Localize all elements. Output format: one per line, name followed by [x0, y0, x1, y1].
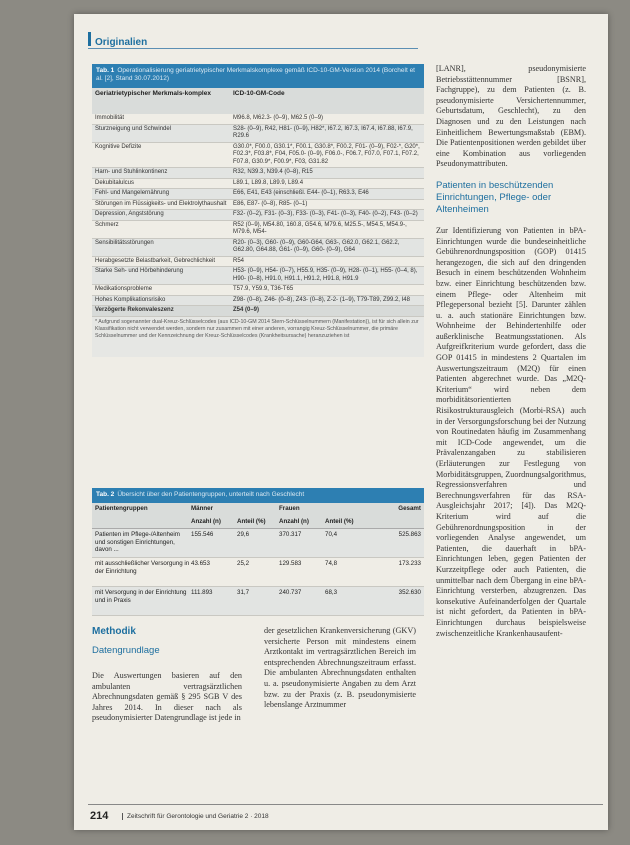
- middle-paragraph: der gesetzlichen Krankenversicherung (GKV) versicherte Person mit mindestens einem Arztkontakt im vertragsärztlichen Bereich im entsprechenden Abrechnungszeitraum erfasst. Die ambulanten Abrechnungsdaten enthalten u. a. pseudonymisierte Angaben zu dem Arzt bzw. zu der Praxis (z. B. pseudonymisierte lebenslange Arztnummer: [264, 626, 416, 710]
- table-1-row: [92, 143, 424, 169]
- table-1-row: [92, 257, 424, 268]
- table-1-header: [92, 88, 424, 114]
- table-1-row: [92, 306, 424, 317]
- right-paragraph-2: Zur Identifizierung von Patienten in bPA-Einrichtungen wurde die bundeseinheitliche Gebührenordnungsposition (GOP) 01415 herangezogen, die sich auf den dringenden Besuch in einem beschützenden Wohnheim bzw. einer Einrichtung beschützenden bzw. einem Pflege- oder Altenheim mit Pflegepersonal bezieht [5]. Darunter zählen u. a. auch stationäre Einrichtungen bzw. Wohnheime der Behindertenhilfe oder außerklinische Beatmungsstationen. Als Aufgreifkriterium wurde gefordert, dass die GOP 01415 in mindestens 2 Quartalen im Auswertungszeitraum (M2Q) für einen Patienten abgerechnet wurde. Das „M2Q-Kriterium“ wird neben dem morbiditätsorientierten Risikostrukturausgleich (Morbi-RSA) auch in der Versorgungsforschung bei der Nutzung von Routinedaten häufig im Zusammenhang mit ICD-Code angewendet, um die Prävalenzangaben zu stabilisieren (Erläuterungen zur Festlegung von Morbiditätsgruppen, Zuordnungsalgorithmus, Regressionsverfahren und Berechnungsverfahren für das RSA-Ausgleichsjahr 2017; [4]). Das M2Q-Kriterium wird auf die Gebührenordnungsposition in der vorliegenden Analyse angewendet, um Patienten, die dauerhaft in bPA-Einrichtungen leben, gegen Patienten der Kurzzeitpflege oder auch Patienten, die unmittelbar nach dem Übergang in eine bPA-Einrichtung versterben, abzugrenzen. Das konsekutive Aufeinanderfolgen der Quartale ist nicht gefordert, da Patienten in bPA-Einrichtungen durchaus beispielsweise zwischenzeitliche Krankenhausaufent-: [436, 225, 586, 638]
- table-1-cell-complex: Schmerz: [95, 221, 119, 228]
- table-2-cell-female-p: 74,8: [325, 560, 338, 567]
- table-2-cell-female-n: 129.583: [279, 560, 302, 567]
- table-1-cell-complex: Sensibilitätsstörungen: [95, 239, 154, 246]
- facility-subheading: Patienten in beschützenden Einrichtungen, Pflege- oder Altenheimen: [436, 179, 554, 215]
- table-1-cell-complex: Verzögerte Rekonvaleszenz: [95, 307, 174, 313]
- data-basis-subheading: Datengrundlage: [92, 645, 160, 656]
- journal-name: Zeitschrift für Gerontologie und Geriatrie 2 · 2018: [122, 813, 269, 820]
- table-1-cell-code: R32, N39.3, N39.4 (0–8), R15: [233, 169, 313, 175]
- table-1-row: [92, 285, 424, 296]
- table-2-row: [92, 529, 424, 558]
- table-2-cell-group: Patienten im Pflege-/Altenheim und sonstigen Einrichtungen, davon ...: [95, 531, 180, 553]
- methods-heading: Methodik: [92, 626, 136, 637]
- left-column: [92, 626, 242, 724]
- table-2-sub-total: [367, 518, 421, 527]
- table-1-cell-code: S28- (0–9), R42, H81- (0–9), H82*, I67.2, I67.3, I67.4, I67.88, I67.9, R29.6: [233, 125, 413, 139]
- table-2-cell-female-n: 370.317: [279, 531, 302, 538]
- table-2-caption: [92, 488, 424, 503]
- table-2-caption-text: Übersicht über den Patientengruppen, unterteilt nach Geschlecht: [117, 491, 305, 498]
- table-2-cell-male-p: 29,6: [237, 531, 250, 538]
- right-column: [436, 64, 586, 639]
- table-1-cell-complex: Dekubitalulcus: [95, 179, 135, 186]
- table-1-cell-code: G30.0*, F00.0, G30.1*, F00.1, G30.8*, F00.2, F01- (0–9), F02-*, G20*, F02.3*, F03.8*, F04, F05.0- (0–9), F06.0-, F06.7, F07.0, F07.1, F07.2, F07.8, G30.9*, F00.9*, F03, G31.82: [233, 143, 420, 165]
- table-1-row: [92, 296, 424, 307]
- table-2-sub-male-n: Anzahl (n): [191, 518, 221, 525]
- table-1-cell-code: R20- (0–3), G60- (0–9), G60-G64, G63-, G62.0, G62.1, G62.2, G62.80, G64.88, G61- (0–9), G60- (0–9), G64: [233, 239, 400, 253]
- table-1-row: [92, 168, 424, 179]
- table-1-cell-code: M96.8, M62.3- (0–9), M62.5 (0–9): [233, 115, 324, 121]
- table-1-row: [92, 210, 424, 221]
- table-2-cell-female-p: 70,4: [325, 531, 338, 538]
- table-2-cell-total: 525.863: [398, 531, 421, 538]
- table-1-cell-complex: Herabgesetzte Belastbarkeit, Gebrechlichkeit: [95, 257, 216, 264]
- table-2-row: [92, 587, 424, 616]
- table-1: [92, 64, 424, 357]
- table-2-sub-female-p: Anteil (%): [325, 518, 354, 525]
- table-1-col-complex: Geriatrietypischer Merkmals-komplex: [95, 90, 211, 97]
- table-1-row: [92, 179, 424, 190]
- page-number: 214: [90, 810, 109, 822]
- right-paragraph-1: [LANR], pseudonymisierte Betriebsstättennummer [BSNR], Fachgruppe), zu dem Patienten (z. B. pseudonymisierte Versichertennummer, Geburtsdatum, Geschlecht), zu den Diagnosen und zu den Leistungen nach Einheitlichem Bewertungsmaßstab (EBM). Die Patientenpositionen werden gebildet über eine Kombination aus vorliegenden Pseudonymattributen.: [436, 64, 586, 169]
- table-2-cell-female-p: 68,3: [325, 589, 338, 596]
- table-2-sub-female-n: Anzahl (n): [279, 518, 309, 525]
- left-paragraph: Die Auswertungen basieren auf den ambulanten vertragsärztlichen Abrechnungsdaten gemäß § 295 SGB V des Jahres 2014. In dieser nach als pseudonymisierter Datengrundlage ist jede in: [92, 671, 242, 723]
- table-1-cell-complex: Sturzneigung und Schwindel: [95, 125, 172, 132]
- table-1-cell-complex: Immobilität: [95, 115, 125, 121]
- table-1-cell-complex: Hohes Komplikationsrisiko: [95, 296, 166, 303]
- table-1-col-code: ICD-10-GM-Code: [233, 90, 285, 97]
- table-1-row: [92, 114, 424, 125]
- table-2-cell-male-p: 31,7: [237, 589, 250, 596]
- table-1-cell-complex: Harn- und Stuhlinkontinenz: [95, 169, 168, 175]
- table-2-body: [92, 529, 424, 616]
- table-1-label: Tab. 1: [96, 67, 115, 74]
- table-1-cell-code: R54: [233, 257, 245, 264]
- footer-rule: [88, 804, 603, 805]
- table-1-cell-complex: Fehl- und Mangelernährung: [95, 190, 170, 196]
- middle-column: [264, 626, 416, 711]
- table-2-sub-male-p: Anteil (%): [237, 518, 266, 525]
- header-rule: [88, 48, 418, 49]
- table-1-row: [92, 239, 424, 257]
- table-2-cell-male-n: 43.653: [191, 560, 210, 567]
- table-1-cell-complex: Kognitive Defizite: [95, 143, 142, 150]
- table-1-cell-code: F32- (0–2), F31- (0–3), F33- (0–3), F41- (0–3), F40- (0–2), F43- (0–2): [233, 211, 418, 217]
- table-1-cell-code: E66, E41, E43 (einschließl. E44- (0–1), R63.3, E46: [233, 190, 369, 196]
- table-1-row: [92, 125, 424, 143]
- table-2-cell-male-p: 25,2: [237, 560, 250, 567]
- table-2-cell-group: mit Versorgung in der Einrichtung und in Praxis: [95, 589, 187, 604]
- table-1-cell-code: Z98- (0–8), Z46- (0–8), Z43- (0–8), Z-2- (1–9), T79-T89, Z99.2, I48: [233, 296, 410, 303]
- table-1-cell-complex: Störungen im Flüssigkeits- und Elektrolythaushalt: [95, 200, 227, 207]
- table-2-col-total: Gesamt: [398, 505, 421, 512]
- section-header: [88, 32, 425, 46]
- table-1-cell-code: E86, E87- (0–8), R85- (0–1): [233, 200, 308, 207]
- table-1-row: [92, 221, 424, 239]
- table-1-cell-code: R52 (0–9), M54.80, 160.8, G54.6, M79.6, M25.5-, M54.5, M54.9-, M79.6, M54-: [233, 221, 407, 235]
- table-1-cell-complex: Starke Seh- und Hörbehinderung: [95, 268, 184, 274]
- table-1-row: [92, 267, 424, 285]
- table-1-cell-complex: Medikationsprobleme: [95, 286, 153, 292]
- table-2-header-top: [92, 503, 424, 517]
- table-1-cell-code: L89.1, L89.8, L89.9, L89.4: [233, 179, 304, 186]
- table-1-caption: [92, 64, 424, 88]
- table-2-col-male: Männer: [191, 505, 214, 512]
- journal-page: [74, 14, 608, 830]
- table-2: [92, 488, 424, 616]
- table-1-row: [92, 189, 424, 200]
- table-2-cell-male-n: 111.893: [191, 589, 213, 596]
- table-2-cell-total: 352.630: [398, 589, 421, 596]
- table-2-row: [92, 558, 424, 587]
- table-2-header-sub: [92, 517, 424, 529]
- table-1-cell-code: Z54 (0–9): [233, 307, 260, 313]
- table-1-footnote: * Aufgrund sogenannter dual-Kreuz-Schlüsselcodes (aus ICD-10-GM 2014 Stern-Schlüsselnummern (Manifestation)), ist für sich allein zur Klassifikation nicht verwendet werden, sondern nur zusammen mit einer anderen, vorrangig Kreuz-Schlüsselnummer, die primäre Schlüsselnummer und der Kennzeichnung der Kreuz-Schlüsselcodes (Krankheitsursache) heranzuziehen ist: [92, 317, 424, 357]
- table-1-row: [92, 200, 424, 211]
- table-1-cell-code: H53- (0–9), H54- (0–7), H55.9, H35- (0–9), H28- (0–1), H55- (0–4, 8), H90- (0–8), H91.0, H91.1, H91.2, H91.8, H91.9: [233, 268, 418, 282]
- table-2-label: Tab. 2: [96, 491, 115, 498]
- table-2-cell-total: 173.233: [398, 560, 421, 567]
- table-2-cell-male-n: 155.546: [191, 531, 214, 538]
- table-1-cell-code: T57.9, Y59.9, T36-T65: [233, 286, 294, 292]
- table-2-cell-group: mit ausschließlicher Versorgung in der Einrichtung: [95, 560, 190, 575]
- table-2-cell-female-n: 240.737: [279, 589, 302, 596]
- table-1-caption-text: Operationalisierung geriatrietypischer Merkmalskomplexe gemäß ICD-10-GM-Version 2014 (Borchelt et al. [2], Stand 30.07.2012): [96, 67, 415, 82]
- table-2-sub-empty: [95, 518, 191, 527]
- table-1-cell-complex: Depression, Angststörung: [95, 211, 164, 217]
- table-2-col-group: Patientengruppen: [95, 505, 148, 512]
- section-label: Originalien: [95, 37, 148, 48]
- table-1-body: [92, 114, 424, 317]
- table-2-col-female: Frauen: [279, 505, 300, 512]
